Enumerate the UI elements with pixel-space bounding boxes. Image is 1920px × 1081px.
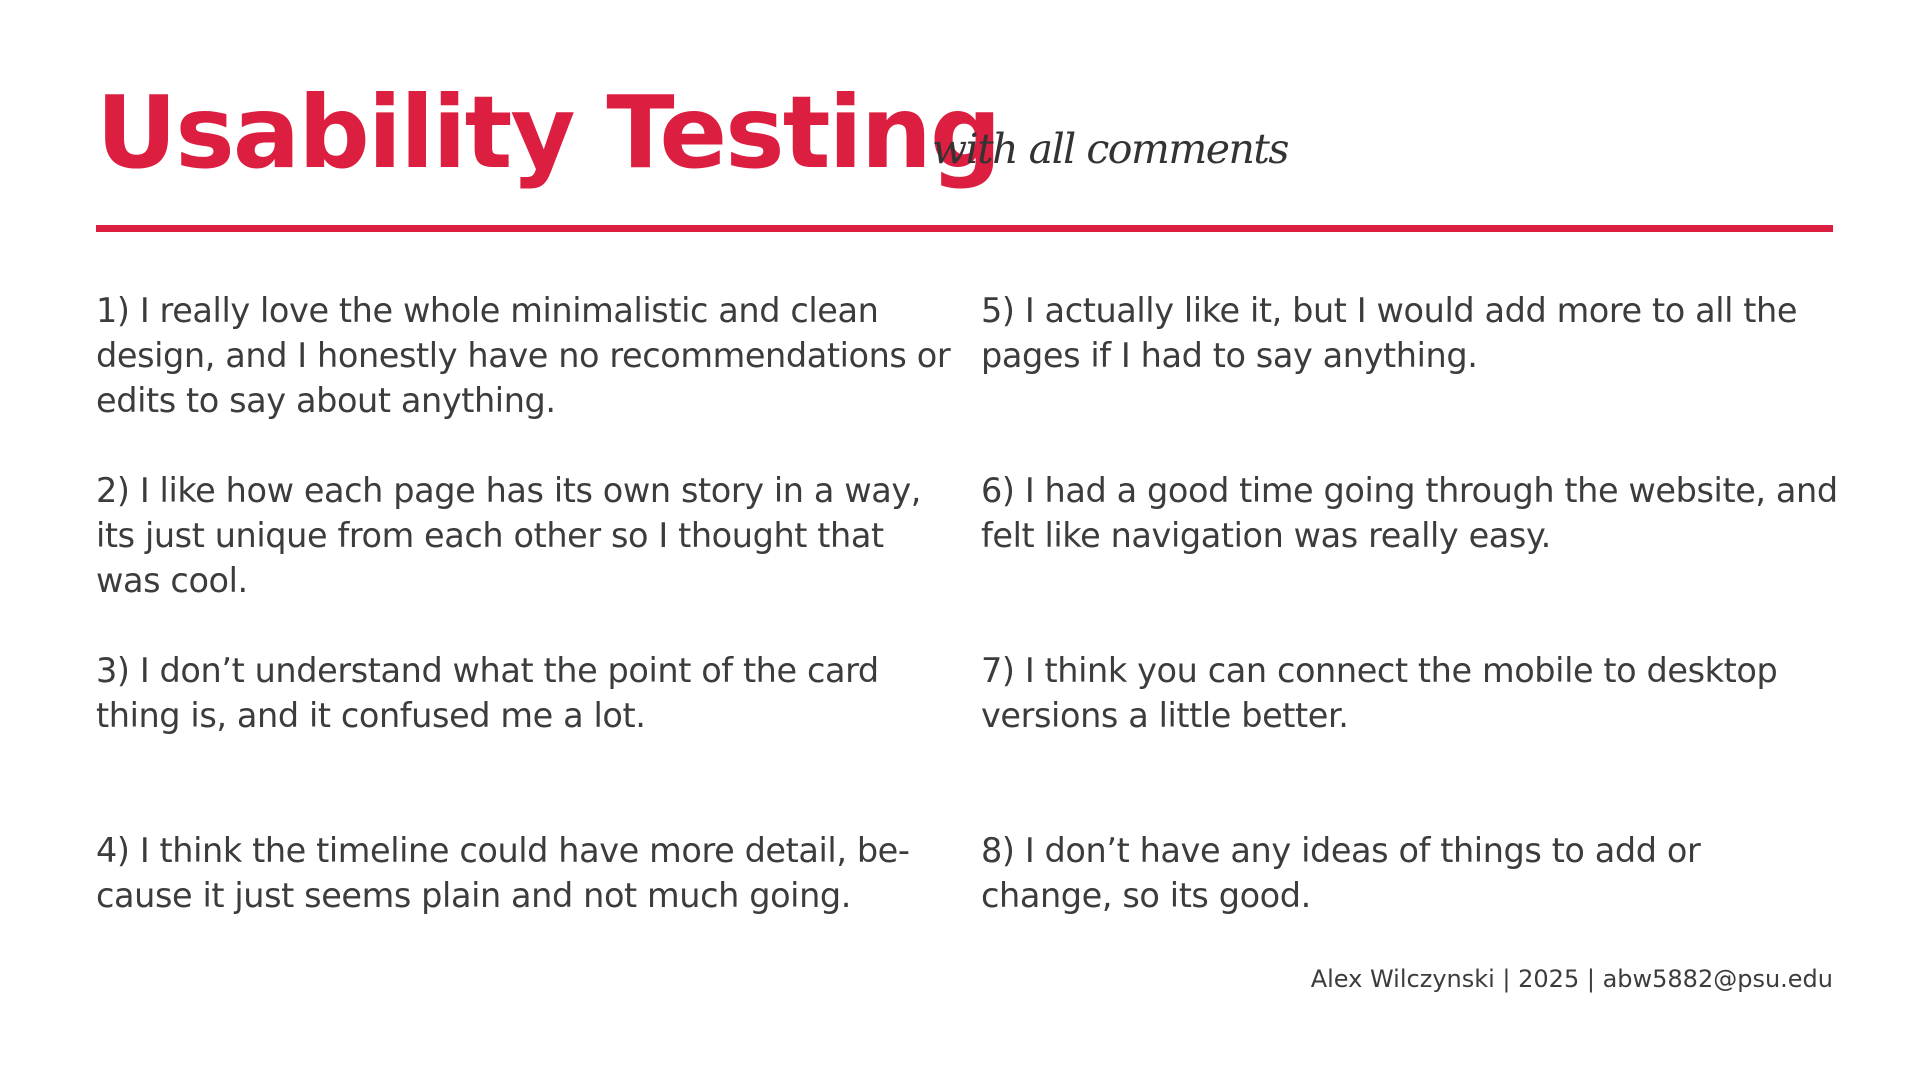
comment-2: 2) I like how each page has its own story in a way, its just unique from each other so I thought that was cool. (96, 471, 922, 600)
footer-credit: Alex Wilczynski | 2025 | abw5882@psu.edu (1310, 965, 1833, 993)
comment-8: 8) I don’t have any ideas of things to add or change, so its good. (981, 831, 1701, 915)
comment-5: 5) I actually like it, but I would add more to all the pages if I had to say anything. (981, 291, 1798, 375)
comment-1: 1) I really love the whole minimalistic and clean design, and I honestly have no recommendations or edits to say about anything. (96, 291, 951, 420)
title-divider (96, 225, 1833, 232)
comment-7: 7) I think you can connect the mobile to desktop versions a little better. (981, 651, 1778, 735)
page-subtitle: with all comments (932, 125, 1288, 173)
page-title: Usability Testing (96, 74, 1000, 191)
comment-6: 6) I had a good time going through the website, and felt like navigation was really easy. (981, 471, 1838, 555)
comment-3: 3) I don’t understand what the point of the card thing is, and it confused me a lot. (96, 651, 879, 735)
comment-4: 4) I think the timeline could have more detail, be-cause it just seems plain and not much going. (96, 831, 910, 915)
